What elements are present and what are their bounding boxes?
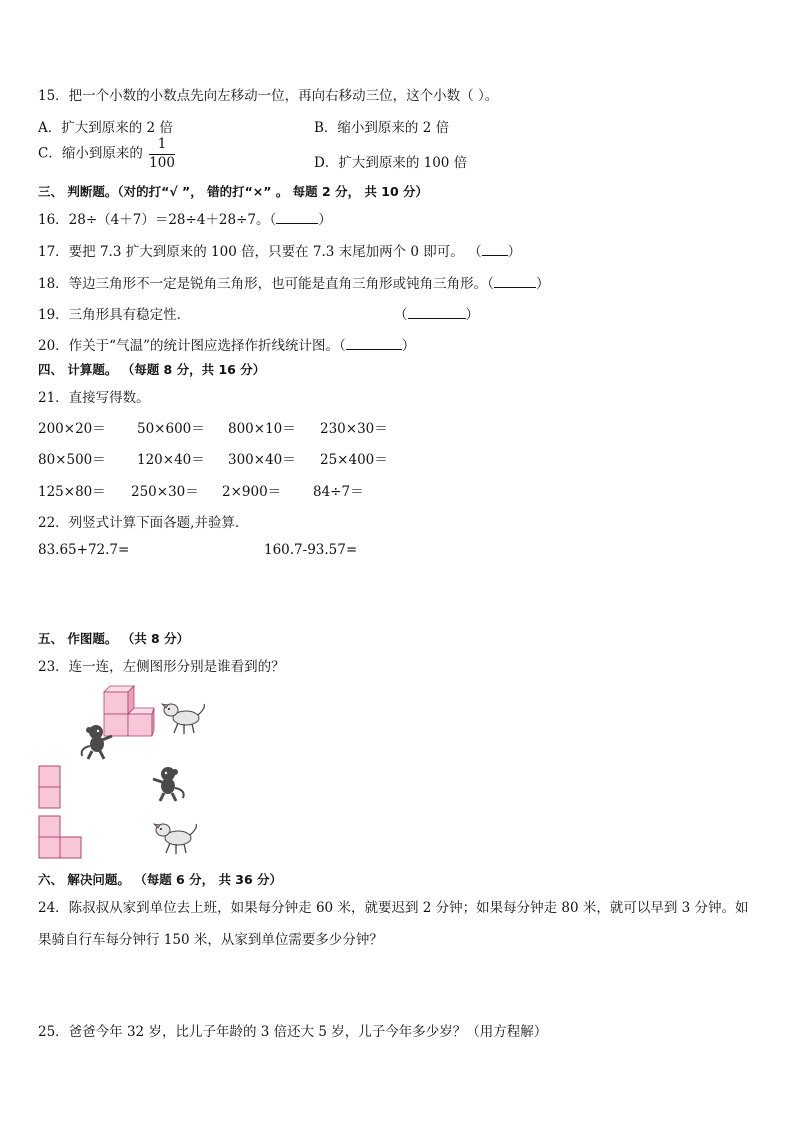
q19-close: ）: [465, 307, 479, 323]
q19-answer: [394, 303, 479, 323]
section-4-title: 四、 计算题。 （每题 8 分，共 16 分）: [38, 362, 266, 377]
q16-close: ）: [318, 212, 332, 228]
q15-fraction: [149, 138, 175, 170]
answer-blank[interactable]: [494, 275, 536, 288]
section-5-title: 五、 作图题。 （共 8 分）: [38, 631, 190, 646]
q21-item: 120×40＝: [137, 452, 205, 468]
view-figure-1: [38, 765, 62, 809]
q21-item: 125×80＝: [38, 484, 106, 500]
q22-expression: 83.65+72.7=: [38, 542, 130, 558]
q21-item: 50×600＝: [137, 421, 205, 437]
q20: [38, 334, 415, 354]
q20-close: ）: [401, 338, 416, 354]
q15-option-c-prefix: C．缩小到原来的: [38, 145, 143, 162]
view-figure-2: [38, 815, 84, 859]
section-3-title: 三、 判断题。（对的打“√ ”， 错的打“×” 。 每题 2 分， 共 10 分）: [38, 184, 429, 199]
q21-item: 2×900＝: [222, 484, 282, 500]
q24-line-1: 24．陈叔叔从家到单位去上班，如果每分钟走 60 米，就要迟到 2 分钟；如果每分钟走 80 米，就可以早到 3 分钟。如: [38, 900, 749, 916]
fraction-denominator: 100: [149, 154, 175, 171]
q21-item: 80×500＝: [38, 452, 106, 468]
q17-text: 17．要把 7.3 扩大到原来的 100 倍，只要在 7.3 末尾加两个 0 即可。 （: [38, 244, 482, 260]
section-6-title: 六、 解决问题。 （每题 6 分， 共 36 分）: [38, 872, 283, 887]
q19-open: （: [394, 307, 408, 323]
q21-item: 230×30＝: [320, 421, 388, 437]
q21-item: 300×40＝: [228, 452, 296, 468]
q21-item: 25×400＝: [320, 452, 388, 468]
q15-stem: 15．把一个小数的小数点先向左移动一位，再向右移动三位，这个小数（ ）。: [38, 88, 499, 104]
q24-line-2: 果骑自行车每分钟行 150 米，从家到单位需要多少分钟？: [38, 932, 383, 948]
q16: [38, 208, 332, 228]
q25: 25．爸爸今年 32 岁，比儿子年龄的 3 倍还大 5 岁，儿子今年多少岁？（用方程解）: [38, 1024, 548, 1040]
answer-blank[interactable]: [482, 243, 508, 256]
q21-item: 800×10＝: [228, 421, 296, 437]
q15-option-c: [38, 138, 175, 170]
monkey-icon: [150, 764, 190, 804]
q21-stem: 21．直接写得数。: [38, 390, 150, 406]
monkey-icon: [78, 722, 118, 762]
q17: [38, 240, 521, 260]
q21-item: 200×20＝: [38, 421, 106, 437]
dog-icon: [160, 700, 208, 736]
answer-blank[interactable]: [346, 337, 402, 350]
q21-item: 250×30＝: [131, 484, 199, 500]
q23-stem: 23．连一连，左侧图形分别是谁看到的？: [38, 659, 285, 675]
q20-text: 20．作关于“气温”的统计图应选择作折线统计图。（: [38, 338, 346, 354]
q15-option-b: B．缩小到原来的 2 倍: [314, 120, 450, 136]
dog-icon: [152, 820, 200, 856]
q17-close: ）: [507, 244, 522, 260]
answer-blank[interactable]: [276, 211, 318, 224]
q22-stem: 22．列竖式计算下面各题,并验算．: [38, 515, 249, 531]
q18: [38, 272, 549, 292]
q15-option-a: A．扩大到原来的 2 倍: [38, 120, 173, 136]
q19: 19．三角形具有稳定性．: [38, 307, 191, 323]
fraction-numerator: 1: [149, 138, 175, 155]
q16-text: 16．28÷（4＋7）＝28÷4＋28÷7。（: [38, 212, 277, 228]
q18-text: 18．等边三角形不一定是锐角三角形，也可能是直角三角形或钝角三角形。（: [38, 276, 494, 292]
q15-option-d: D．扩大到原来的 100 倍: [314, 155, 468, 171]
answer-blank[interactable]: [408, 306, 466, 319]
q18-close: ）: [535, 276, 550, 292]
q22-expression: 160.7-93.57=: [264, 542, 358, 558]
q21-item: 84÷7＝: [313, 484, 364, 500]
